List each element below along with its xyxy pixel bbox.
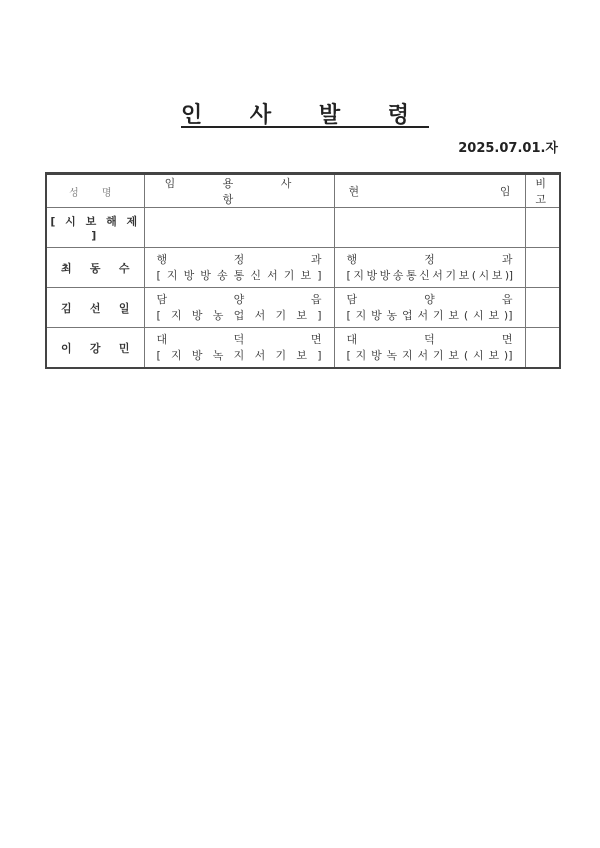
employee-name: 이 강 민 — [46, 328, 144, 369]
section-empty-current — [334, 208, 525, 248]
current-dept: 대 덕 면 — [346, 332, 513, 346]
section-row — [46, 208, 560, 248]
table-row — [46, 248, 560, 288]
appointment-dept: 담 양 읍 — [156, 292, 322, 306]
table-row — [46, 328, 560, 369]
note-cell — [525, 328, 560, 369]
current-rank: [ 지 방 방 송 통 신 서 기 보 ( 시 보 )] — [346, 268, 513, 282]
appointment-rank: [ 지 방 농 업 서 기 보 ] — [156, 308, 322, 322]
appointment-dept: 대 덕 면 — [156, 332, 322, 346]
document-title — [0, 98, 600, 129]
personnel-table — [45, 172, 561, 369]
table-row — [46, 288, 560, 328]
note-cell — [525, 248, 560, 288]
section-empty-note — [525, 208, 560, 248]
appointment-cell — [144, 328, 334, 369]
header-note: 비 고 — [525, 174, 560, 208]
current-rank: [ 지 방 녹 지 서 기 보 ( 시 보 )] — [346, 348, 513, 362]
header-appointment: 임 용 사 항 — [144, 174, 334, 208]
appointment-cell — [144, 248, 334, 288]
appointment-cell — [144, 288, 334, 328]
current-dept: 담 양 읍 — [346, 292, 513, 306]
section-empty-appt — [144, 208, 334, 248]
current-cell — [334, 248, 525, 288]
current-cell — [334, 288, 525, 328]
current-rank: [ 지 방 농 업 서 기 보 ( 시 보 )] — [346, 308, 513, 322]
section-label: [ 시 보 해 제 ] — [46, 208, 144, 248]
employee-name: 최 동 수 — [46, 248, 144, 288]
appointment-rank: [ 지 방 방 송 통 신 서 기 보 ] — [156, 268, 322, 282]
header-name: 성 명 — [46, 174, 144, 208]
table-header-row — [46, 174, 560, 208]
appointment-dept: 행 정 과 — [156, 252, 322, 266]
document-title-text: 인 사 발 령 — [181, 103, 429, 128]
current-dept: 행 정 과 — [346, 252, 513, 266]
note-cell — [525, 288, 560, 328]
header-current: 현 임 — [334, 174, 525, 208]
appointment-rank: [ 지 방 녹 지 서 기 보 ] — [156, 348, 322, 362]
current-cell — [334, 328, 525, 369]
effective-date: 2025.07.01.자 — [458, 141, 558, 156]
employee-name: 김 선 일 — [46, 288, 144, 328]
